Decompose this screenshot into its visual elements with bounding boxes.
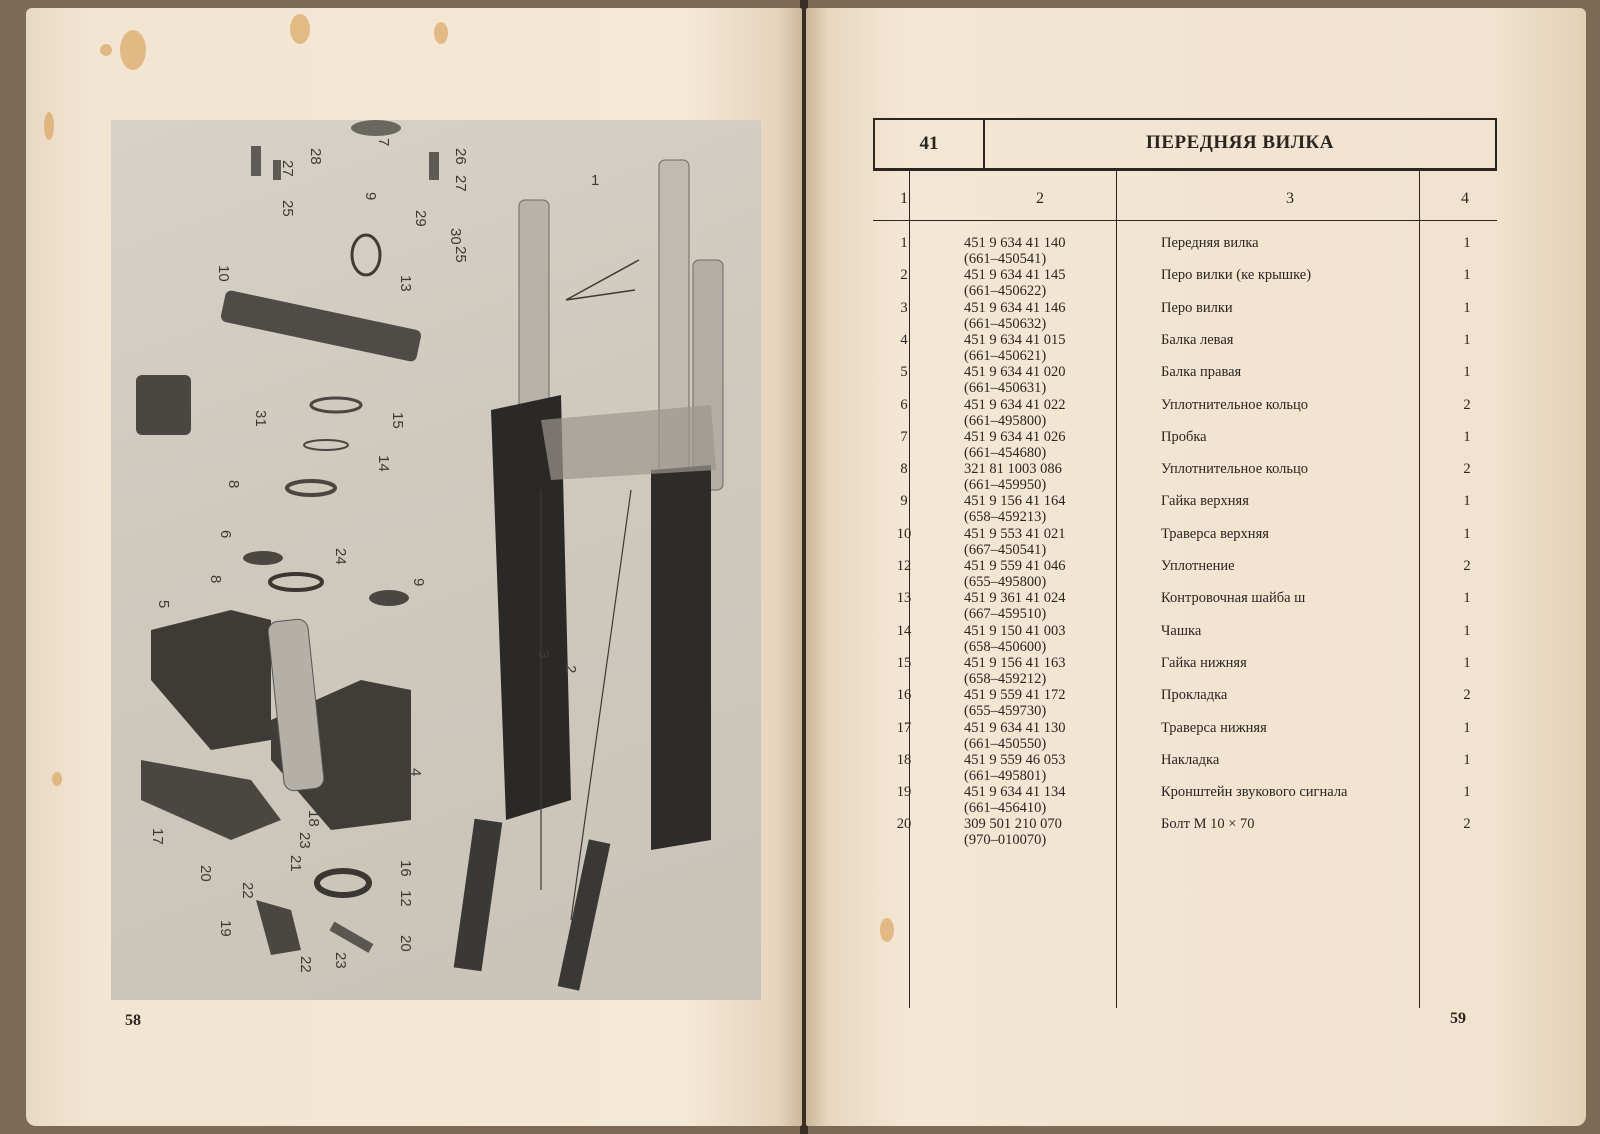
part-number-cell <box>964 493 1154 525</box>
table-row <box>873 558 1497 591</box>
alt-part-number: (661–459950) <box>964 477 1047 494</box>
part-number: 451 9 634 41 130 <box>964 719 1066 736</box>
callout-number: 18 <box>305 810 322 827</box>
part-name-cell: Пробка <box>1161 428 1207 445</box>
part-number-cell <box>964 816 1154 848</box>
callout-number: 29 <box>412 210 429 227</box>
column-header-4: 4 <box>1461 190 1469 207</box>
position-cell: 10 <box>896 525 912 542</box>
part-number: 451 9 634 41 020 <box>964 364 1066 381</box>
callout-number: 20 <box>397 935 414 952</box>
alt-part-number: (658–459212) <box>964 670 1047 687</box>
quantity-cell: 1 <box>1463 267 1471 284</box>
alt-part-number: (658–459213) <box>964 509 1047 526</box>
callout-number: 31 <box>252 410 269 427</box>
part-number: 451 9 634 41 022 <box>964 396 1066 413</box>
part-number-cell <box>964 784 1154 816</box>
alt-part-number: (661–450631) <box>964 380 1047 397</box>
part-number: 451 9 559 41 172 <box>964 687 1066 704</box>
part-number-cell <box>964 623 1154 655</box>
quantity-cell: 1 <box>1463 622 1471 639</box>
alt-part-number: (667–459510) <box>964 606 1047 623</box>
part-number-cell <box>964 558 1154 590</box>
alt-part-number: (661–450622) <box>964 283 1047 300</box>
quantity-cell: 1 <box>1463 654 1471 671</box>
part-number: 451 9 156 41 163 <box>964 654 1066 671</box>
part-name-cell: Чашка <box>1161 622 1202 639</box>
column-header-1: 1 <box>900 190 908 207</box>
part-name-cell: Контровочная шайба ш <box>1161 590 1306 607</box>
exploded-view-photo <box>111 120 761 1000</box>
quantity-cell: 1 <box>1463 525 1471 542</box>
column-header-2: 2 <box>1036 190 1044 207</box>
alt-part-number: (661–495800) <box>964 412 1047 429</box>
callout-number: 21 <box>287 855 304 872</box>
group-number: 41 <box>875 120 985 168</box>
quantity-cell: 2 <box>1463 816 1471 833</box>
table-row <box>873 816 1497 849</box>
stain <box>100 44 112 56</box>
alt-part-number: (655–459730) <box>964 703 1047 720</box>
table-row <box>873 784 1497 817</box>
callout-number: 23 <box>332 952 349 969</box>
quantity-cell: 1 <box>1463 299 1471 316</box>
part-number-cell <box>964 526 1154 558</box>
position-cell: 9 <box>900 493 908 510</box>
callout-number: 25 <box>452 246 469 263</box>
part-name-cell: Перо вилки (ке крышке) <box>1161 267 1312 284</box>
quantity-cell: 1 <box>1463 428 1471 445</box>
callout-number: 9 <box>410 578 427 587</box>
table-row <box>873 235 1497 268</box>
callout-number: 27 <box>452 175 469 192</box>
quantity-cell: 1 <box>1463 719 1471 736</box>
callout-number: 16 <box>397 860 414 877</box>
quantity-cell: 1 <box>1463 493 1471 510</box>
callout-number: 8 <box>225 480 242 489</box>
rule <box>873 170 1497 171</box>
alt-part-number: (667–450541) <box>964 541 1047 558</box>
group-title: ПЕРЕДНЯЯ ВИЛКА <box>1146 132 1334 153</box>
table-row <box>873 300 1497 333</box>
part-number-cell <box>964 267 1154 299</box>
alt-part-number: (661–456410) <box>964 800 1047 817</box>
quantity-cell: 1 <box>1463 235 1471 251</box>
alt-part-number: (970–010070) <box>964 832 1047 849</box>
table-row <box>873 267 1497 300</box>
part-name-cell: Кронштейн звукового сигнала <box>1161 784 1348 801</box>
part-number-cell <box>964 687 1154 719</box>
position-cell: 6 <box>900 396 908 413</box>
column-header-3: 3 <box>1286 190 1294 207</box>
quantity-cell: 1 <box>1463 784 1471 801</box>
part-name-cell: Балка правая <box>1161 364 1242 381</box>
table-header-box <box>873 118 1497 170</box>
stain <box>120 30 146 70</box>
quantity-cell: 1 <box>1463 364 1471 381</box>
quantity-cell: 2 <box>1463 558 1471 574</box>
callout-number: 4 <box>407 768 424 777</box>
alt-part-number: (661–454680) <box>964 444 1047 461</box>
part-name-cell: Уплотнительное кольцо <box>1161 461 1308 478</box>
table-row <box>873 752 1497 785</box>
part-number: 451 9 634 41 015 <box>964 331 1066 348</box>
table-row <box>873 397 1497 430</box>
callout-number: 22 <box>297 956 314 973</box>
part-number-cell <box>964 429 1154 461</box>
part-number: 309 501 210 070 <box>964 816 1062 833</box>
alt-part-number: (661–450550) <box>964 735 1047 752</box>
front-fork-parts-illustration <box>111 120 761 1000</box>
quantity-cell: 1 <box>1463 590 1471 607</box>
alt-part-number: (661–450621) <box>964 347 1047 364</box>
alt-part-number: (661–450632) <box>964 315 1047 332</box>
stain <box>44 112 54 140</box>
callout-number: 26 <box>452 148 469 165</box>
callout-number: 20 <box>197 865 214 882</box>
parts-table <box>873 118 1497 1008</box>
table-row <box>873 461 1497 494</box>
callout-number: 1 <box>591 172 600 189</box>
callout-number: 28 <box>307 148 324 165</box>
table-row <box>873 332 1497 365</box>
alt-part-number: (655–495800) <box>964 574 1047 590</box>
table-row <box>873 526 1497 559</box>
callout-number: 14 <box>375 455 392 472</box>
rule <box>873 220 1497 221</box>
part-number: 321 81 1003 086 <box>964 461 1062 478</box>
callout-number: 15 <box>389 412 406 429</box>
position-cell: 15 <box>896 654 912 671</box>
part-name-cell: Траверса верхняя <box>1161 525 1269 542</box>
table-row <box>873 720 1497 753</box>
position-cell: 12 <box>896 558 912 574</box>
alt-part-number: (661–450541) <box>964 251 1047 267</box>
fork-assembly <box>454 160 723 991</box>
alt-part-number: (661–495801) <box>964 767 1047 784</box>
quantity-cell: 1 <box>1463 751 1471 768</box>
part-number-cell <box>964 655 1154 687</box>
part-number: 451 9 634 41 140 <box>964 235 1066 251</box>
callout-number: 17 <box>149 828 166 845</box>
part-name-cell: Уплотнительное кольцо <box>1161 396 1308 413</box>
part-name-cell: Прокладка <box>1161 687 1228 704</box>
part-name-cell: Гайка нижняя <box>1161 654 1247 671</box>
table-row <box>873 493 1497 526</box>
callout-number: 25 <box>279 200 296 217</box>
stain <box>434 22 448 44</box>
quantity-cell: 2 <box>1463 461 1471 478</box>
callout-number: 23 <box>296 832 313 849</box>
callout-number: 19 <box>217 920 234 937</box>
part-number: 451 9 559 46 053 <box>964 751 1066 768</box>
callout-number: 13 <box>397 275 414 292</box>
part-number-cell <box>964 397 1154 429</box>
part-name-cell: Балка левая <box>1161 331 1234 348</box>
part-name-cell: Перо вилки <box>1161 299 1233 316</box>
part-number-cell <box>964 332 1154 364</box>
part-number-cell <box>964 590 1154 622</box>
quantity-cell: 2 <box>1463 687 1471 704</box>
position-cell: 8 <box>900 461 908 478</box>
part-number: 451 9 156 41 164 <box>964 493 1066 510</box>
table-row <box>873 429 1497 462</box>
part-number: 451 9 553 41 021 <box>964 525 1066 542</box>
part-number-cell <box>964 720 1154 752</box>
part-number: 451 9 634 41 134 <box>964 784 1066 801</box>
table-row <box>873 364 1497 397</box>
callout-number: 12 <box>397 890 414 907</box>
callout-number: 2 <box>562 665 579 674</box>
callout-number: 5 <box>155 600 172 609</box>
quantity-cell: 1 <box>1463 331 1471 348</box>
position-cell: 16 <box>896 687 912 704</box>
table-row <box>873 623 1497 656</box>
alt-part-number: (658–450600) <box>964 638 1047 655</box>
callout-number: 30 <box>447 228 464 245</box>
small-parts <box>136 120 439 955</box>
stain <box>52 772 62 786</box>
position-cell: 5 <box>900 364 908 381</box>
position-cell: 1 <box>900 235 908 251</box>
part-number-cell <box>964 235 1154 267</box>
callout-number: 3 <box>535 650 552 659</box>
stain <box>290 14 310 44</box>
position-cell: 7 <box>900 428 908 445</box>
part-number-cell <box>964 300 1154 332</box>
part-number-cell <box>964 364 1154 396</box>
part-name-cell: Болт М 10 × 70 <box>1161 816 1255 833</box>
callout-number: 24 <box>332 548 349 565</box>
table-row <box>873 687 1497 720</box>
part-number: 451 9 634 41 145 <box>964 267 1066 284</box>
part-number: 451 9 634 41 026 <box>964 428 1066 445</box>
callout-number: 6 <box>217 530 234 539</box>
left-page-number: 58 <box>125 1012 141 1029</box>
part-name-cell: Гайка верхняя <box>1161 493 1249 510</box>
callout-number: 9 <box>362 192 379 201</box>
callout-number: 7 <box>375 138 392 147</box>
part-number: 451 9 150 41 003 <box>964 622 1066 639</box>
part-name-cell: Траверса нижняя <box>1161 719 1267 736</box>
table-row <box>873 590 1497 623</box>
position-cell: 13 <box>896 590 912 607</box>
callout-number: 10 <box>215 265 232 282</box>
right-page-number: 59 <box>1450 1010 1466 1027</box>
part-number-cell <box>964 461 1154 493</box>
part-number: 451 9 634 41 146 <box>964 299 1066 316</box>
position-cell: 14 <box>896 622 912 639</box>
callout-number: 27 <box>279 160 296 177</box>
position-cell: 2 <box>900 267 908 284</box>
position-cell: 19 <box>896 784 912 801</box>
position-cell: 4 <box>900 331 908 348</box>
position-cell: 18 <box>896 751 912 768</box>
part-name-cell: Передняя вилка <box>1161 235 1259 251</box>
part-number: 451 9 361 41 024 <box>964 590 1066 607</box>
position-cell: 3 <box>900 299 908 316</box>
part-name-cell: Уплотнение <box>1161 558 1235 574</box>
part-number: 451 9 559 41 046 <box>964 558 1066 574</box>
part-name-cell: Накладка <box>1161 751 1220 768</box>
table-row <box>873 655 1497 688</box>
callout-number: 22 <box>239 882 256 899</box>
quantity-cell: 2 <box>1463 396 1471 413</box>
callout-number: 8 <box>207 575 224 584</box>
position-cell: 17 <box>896 719 912 736</box>
part-number-cell <box>964 752 1154 784</box>
position-cell: 20 <box>896 816 912 833</box>
